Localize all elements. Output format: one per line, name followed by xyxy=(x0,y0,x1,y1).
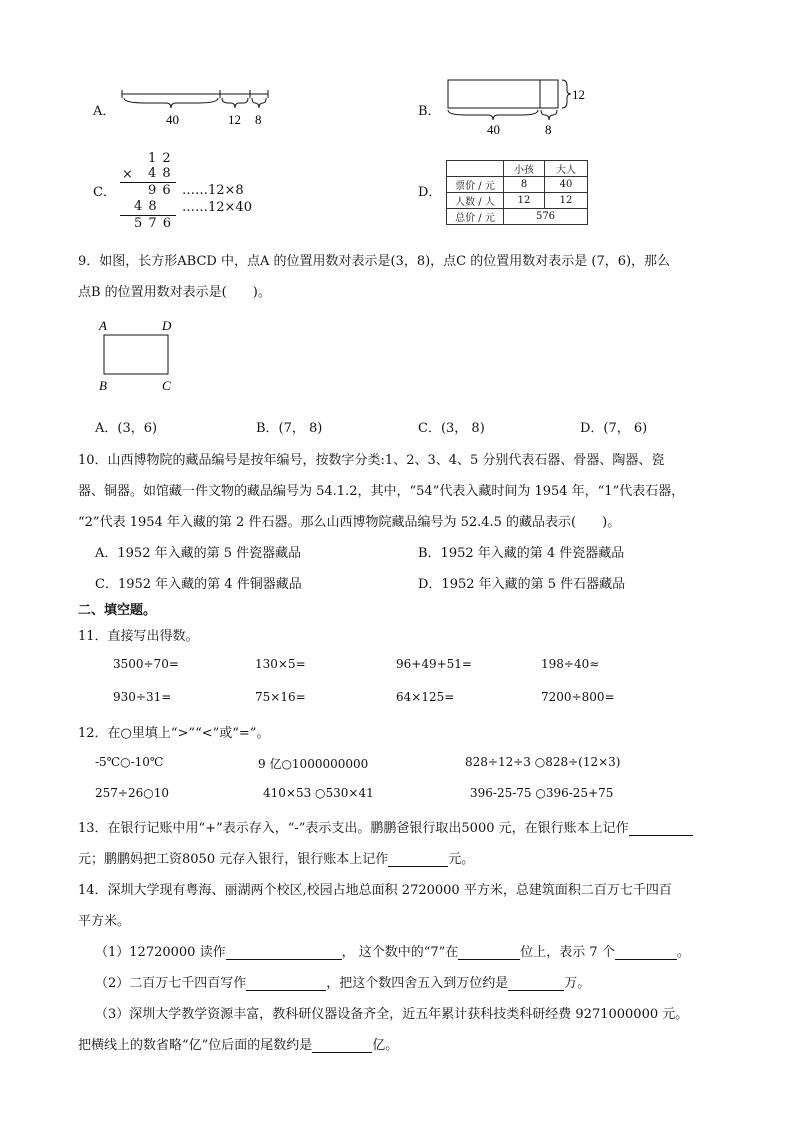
table-cell: 总价 / 元 xyxy=(447,209,504,225)
label-8: 8 xyxy=(255,112,262,127)
q14-sub3-line2 xyxy=(78,1034,398,1053)
q13-line1 xyxy=(78,817,693,836)
rectangle-abcd-figure xyxy=(96,316,186,396)
q13-text: 13．在银行记账中用“+”表示存入，“-”表示支出。鹏鹏爸银行取出5000 元，在银行账本上记作 xyxy=(78,821,629,836)
table-cell: 票价 / 元 xyxy=(447,177,504,193)
times-sign: × xyxy=(122,167,133,182)
option-label: A． xyxy=(93,104,116,119)
q14-text-line1: 14．深圳大学现有粤海、丽湖两个校区,校园占地总面积 2720000 平方米，总建筑面积二百万七千四百 xyxy=(78,883,672,898)
q14-text-line2: 平方米。 xyxy=(78,914,131,929)
point-c-label: C xyxy=(162,378,171,393)
q10-text-line2: 器、铜器。如馆藏一件文物的藏品编号为 54.1.2，其中，“54”代表入藏时间为 1954 年，“1”代表石器， xyxy=(78,484,685,499)
q14-text: ，把这个数四舍五入到万位约是 xyxy=(326,976,509,991)
q11-item: 64×125= xyxy=(396,690,455,704)
q12-title: 12．在○里填上“>”“<”或“=”。 xyxy=(78,726,270,741)
label-8: 8 xyxy=(545,122,552,137)
answer-blank[interactable] xyxy=(246,976,326,991)
vertical-multiplication-line4: 4 8 xyxy=(134,199,158,214)
q11-item: 3500÷70= xyxy=(113,657,179,671)
q11-item: 930÷31= xyxy=(113,690,172,704)
answer-blank[interactable] xyxy=(615,945,677,960)
q10-option-a[interactable]: A．1952 年入藏的第 5 件瓷器藏品 xyxy=(95,546,302,561)
q14-sub3-line1: （3）深圳大学教学资源丰富，教科研仪器设备齐全，近五年累计获科技类科研经费 9271000000 元。 xyxy=(95,1007,689,1022)
q10-option-d[interactable]: D．1952 年入藏的第 5 件石器藏品 xyxy=(418,577,626,592)
q12-item: 410×53 ○530×41 xyxy=(263,786,374,800)
vertical-multiplication-line2: 4 8 xyxy=(148,166,172,181)
ticket-table xyxy=(446,160,588,225)
rectangle-diagram xyxy=(440,76,600,138)
q14-text: 位上，表示 7 个 xyxy=(520,945,615,960)
option-label: D． xyxy=(418,185,442,200)
vertical-multiplication-result: 5 7 6 xyxy=(134,216,173,231)
answer-blank[interactable] xyxy=(312,1038,372,1053)
q10-option-c[interactable]: C．1952 年入藏的第 4 件铜器藏品 xyxy=(95,577,302,592)
q10-option-b[interactable]: B．1952 年入藏的第 4 件瓷器藏品 xyxy=(418,546,625,561)
q11-item: 75×16= xyxy=(255,690,306,704)
q13-line2 xyxy=(78,848,474,867)
point-d-label: D xyxy=(162,318,172,333)
q14-text: ， 这个数中的“7”在 xyxy=(341,945,459,960)
q11-item: 96+49+51= xyxy=(396,657,472,671)
section-title: 二、填空题。 xyxy=(78,603,157,618)
q14-sub2 xyxy=(95,972,590,991)
q12-item: -5℃○-10℃ xyxy=(95,755,164,769)
answer-blank[interactable] xyxy=(629,821,693,836)
label-12: 12 xyxy=(228,112,241,127)
q10-text-line3: “2”代表 1954 年入藏的第 2 件石器。那么山西博物院藏品编号为 52.4.5 的藏品表示( )。 xyxy=(78,515,621,530)
q12-item: 828÷12÷3 ○828÷(12×3) xyxy=(465,755,621,769)
q14-text: 把横线上的数省略“亿”位后面的尾数约是 xyxy=(78,1038,313,1053)
q14-text: （2）二百万七千四百写作 xyxy=(95,976,247,991)
q10-text-line1: 10．山西博物院的藏品编号是按年编号，按数字分类:1、2、3、4、5 分别代表石器、骨器、陶器、瓷 xyxy=(78,453,665,468)
label-40: 40 xyxy=(487,122,500,137)
q11-item: 198÷40≈ xyxy=(541,657,600,671)
q9-option-b[interactable]: B．(7， 8) xyxy=(256,421,323,436)
answer-blank[interactable] xyxy=(226,945,342,960)
answer-blank[interactable] xyxy=(458,945,520,960)
q9-text-line2: 点B 的位置用数对表示是( )。 xyxy=(78,285,271,300)
q11-item: 7200÷800= xyxy=(541,690,615,704)
table-cell: 大人 xyxy=(545,161,588,177)
q9-text-line1: 9．如图，长方形ABCD 中，点A 的位置用数对表示是(3，8)，点C 的位置用数对表示是 (7，6)，那么 xyxy=(78,254,671,269)
q12-item: 396-25-75 ○396-25+75 xyxy=(470,786,614,800)
point-a-label: A xyxy=(99,318,107,333)
answer-blank[interactable] xyxy=(388,852,448,867)
q9-option-c[interactable]: C．(3， 8) xyxy=(418,421,485,436)
note-12x40: ……12×40 xyxy=(182,200,252,215)
table-cell: 人数 / 人 xyxy=(447,193,504,209)
q13-text: 元。 xyxy=(448,852,475,867)
note-12x8: ……12×8 xyxy=(182,183,244,198)
table-cell: 12 xyxy=(504,193,545,209)
q14-text: （1）12720000 读作 xyxy=(95,945,226,960)
label-40: 40 xyxy=(166,112,179,127)
vertical-multiplication-line1: 1 2 xyxy=(148,151,172,166)
table-cell: 40 xyxy=(545,177,588,193)
q13-text: 元；鹏鹏妈把工资8050 元存入银行，银行账本上记作 xyxy=(78,852,389,867)
table-cell: 576 xyxy=(504,209,588,225)
q12-item: 9 亿○1000000000 xyxy=(258,757,369,771)
point-b-label: B xyxy=(99,378,107,393)
vertical-multiplication-line3: 9 6 xyxy=(148,183,172,198)
option-label: C． xyxy=(93,185,116,200)
segment-diagram xyxy=(118,86,278,132)
q9-option-d[interactable]: D．(7， 6) xyxy=(580,421,648,436)
q9-option-a[interactable]: A．(3，6) xyxy=(95,421,158,436)
q14-text: 万。 xyxy=(564,976,591,991)
table-cell: 8 xyxy=(504,177,545,193)
table-cell: 12 xyxy=(545,193,588,209)
q14-sub1 xyxy=(95,941,690,960)
q14-text: 亿。 xyxy=(372,1038,399,1053)
table-cell xyxy=(447,161,504,177)
q11-item: 130×5= xyxy=(255,657,306,671)
q12-item: 257÷26○10 xyxy=(95,786,169,800)
table-cell: 小孩 xyxy=(504,161,545,177)
label-12: 12 xyxy=(572,87,585,102)
option-label: B． xyxy=(418,104,441,119)
answer-blank[interactable] xyxy=(508,976,564,991)
q11-title: 11．直接写出得数。 xyxy=(78,629,199,644)
q14-text: 。 xyxy=(676,945,690,960)
